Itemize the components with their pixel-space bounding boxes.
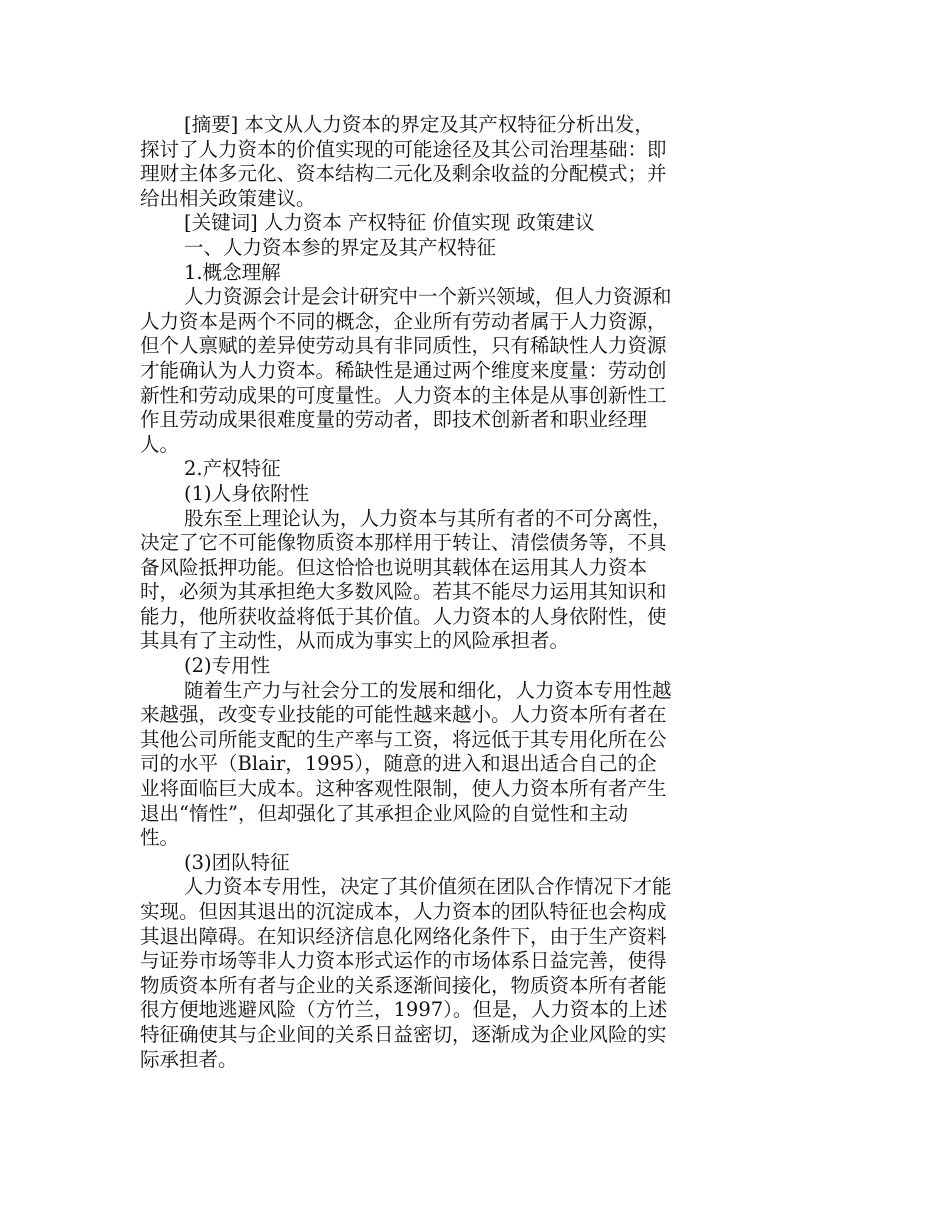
text-line: 其具有了主动性，从而成为事实上的风险承担者。	[140, 629, 570, 653]
text-line: 际承担者。	[140, 1047, 238, 1071]
text-line: 一、人力资本参的界定及其产权特征	[184, 235, 497, 259]
text-line: [摘要] 本文从人力资本的界定及其产权特征分析出发，	[184, 113, 654, 136]
text-line: (2)专用性	[184, 654, 271, 678]
text-line: 特征确使其与企业间的关系日益密切，逐渐成为企业风险的实	[140, 1022, 667, 1046]
text-line: 物质资本所有者与企业的关系逐渐间接化，物质资本所有者能	[140, 973, 667, 997]
text-line: 1.概念理解	[184, 260, 281, 284]
text-line: 随着生产力与社会分工的发展和细化，人力资本专用性越	[184, 678, 672, 702]
text-line: (3)团队特征	[184, 850, 290, 874]
text-line: 人。	[140, 432, 180, 456]
text-line: 业将面临巨大成本。这种客观性限制，使人力资本所有者产生	[140, 777, 667, 801]
document-body	[140, 113, 740, 1072]
text-line: 其退出障碍。在知识经济信息化网络化条件下，由于生产资料	[140, 924, 667, 948]
text-line: 人力资源会计是会计研究中一个新兴领域，但人力资源和	[184, 285, 672, 309]
text-line: 很方便地逃避风险（方竹兰，1997）。但是，人力资本的上述	[140, 998, 668, 1022]
text-line: 给出相关政策建议。	[140, 186, 316, 210]
text-line: 股东至上理论认为，人力资本与其所有者的不可分离性，	[184, 506, 672, 530]
text-line: 与证券市场等非人力资本形式运作的市场体系日益完善，使得	[140, 949, 667, 973]
text-line: 时，必须为其承担绝大多数风险。若其不能尽力运用其知识和	[140, 580, 667, 604]
text-line: 2.产权特征	[184, 457, 281, 481]
text-line: 性。	[140, 826, 180, 850]
text-line: 人力资本专用性，决定了其价值须在团队合作情况下才能	[184, 875, 672, 899]
text-line: 但个人禀赋的差异使劳动具有非同质性，只有稀缺性人力资源	[140, 334, 667, 358]
text-line: 人力资本是两个不同的概念，企业所有劳动者属于人力资源，	[140, 309, 667, 333]
text-line: 能力，他所获收益将低于其价值。人力资本的人身依附性，使	[140, 604, 667, 628]
text-line: 来越强，改变专业技能的可能性越来越小。人力资本所有者在	[140, 703, 667, 727]
text-line: 新性和劳动成果的可度量性。人力资本的主体是从事创新性工	[140, 383, 667, 407]
text-line: 探讨了人力资本的价值实现的可能途径及其公司治理基础：即	[140, 137, 667, 161]
text-line: 备风险抵押功能。但这恰恰也说明其载体在运用其人力资本	[140, 555, 648, 579]
text-line: 理财主体多元化、资本结构二元化及剩余收益的分配模式；并	[140, 162, 667, 186]
text-line: (1)人身依附性	[184, 481, 310, 505]
text-line: 退出“惰性”，但却强化了其承担企业风险的自觉性和主动	[140, 801, 628, 825]
text-line: 司的水平（Blair，1995），随意的进入和退出适合自己的企	[140, 752, 657, 776]
text-line: 决定了它不可能像物质资本那样用于转让、清偿债务等，不具	[140, 531, 667, 555]
text-line: 作且劳动成果很难度量的劳动者，即技术创新者和职业经理	[140, 408, 648, 432]
text-line: [关键词] 人力资本 产权特征 价值实现 政策建议	[184, 211, 595, 235]
text-line: 才能确认为人力资本。稀缺性是通过两个维度来度量：劳动创	[140, 358, 667, 382]
text-line: 其他公司所能支配的生产率与工资，将远低于其专用化所在公	[140, 727, 667, 751]
text-line: 实现。但因其退出的沉淀成本，人力资本的团队特征也会构成	[140, 900, 667, 923]
